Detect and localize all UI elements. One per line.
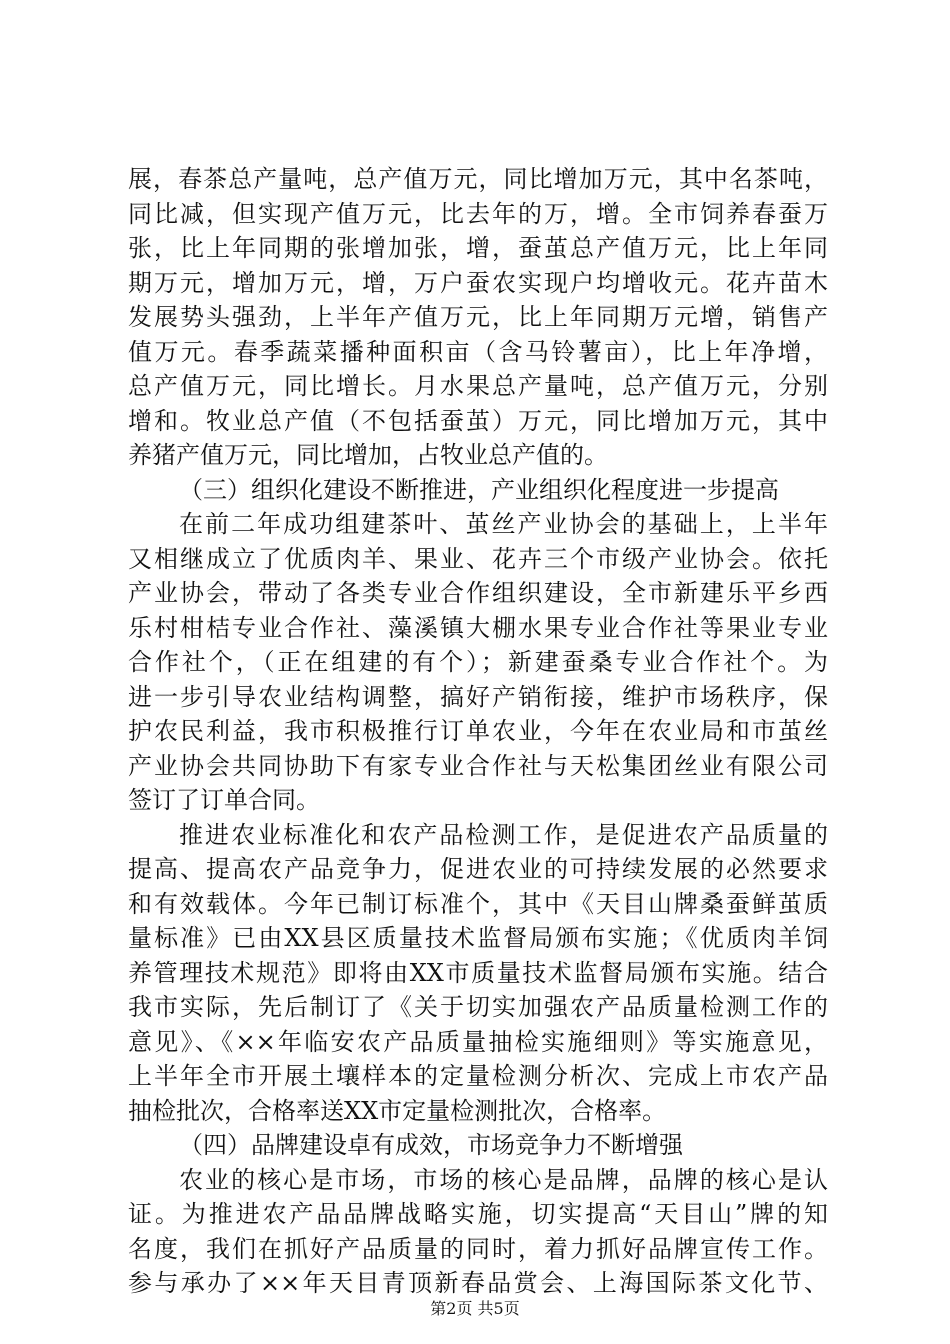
text-line: 值万元。春季蔬菜播种面积亩（含马铃薯亩），比上年净增， [128,337,828,366]
text-line: 在前二年成功组建茶叶、茧丝产业协会的基础上，上半年 [179,510,828,538]
text-line: 签订了订单合同。 [128,786,320,814]
text-line: 我市实际，先后制订了《关于切实加强农产品质量检测工作的 [128,993,828,1021]
text-line: 推进农业标准化和农产品检测工作，是促进农产品质量的 [179,820,828,849]
text-line: 同比减，但实现产值万元，比去年的万，增。全市饲养春蚕万 [128,199,828,228]
section-heading-4 [128,1128,828,1163]
section-heading-3 [128,473,828,508]
paragraph-output-stats [128,162,828,473]
text-line: 意见》、《××年临安农产品质量抽检实施细则》等实施意见， [128,1027,828,1056]
text-line: 产业协会，带动了各类专业合作组织建设，全市新建乐平乡西 [128,579,828,607]
text-line: 证。为推进农产品品牌战略实施，切实提高“天目山”牌的知 [128,1200,828,1228]
text-line: 增和。牧业总产值（不包括蚕茧）万元，同比增加万元，其中 [128,406,828,435]
text-line: 量标准》已由XX县区质量技术监督局颁布实施；《优质肉羊饲 [128,924,828,952]
text-line: 和有效载体。今年已制订标准个，其中《天目山牌桑蚕鲜茧质 [128,889,828,918]
page-footer [0,1296,950,1319]
text-line: 养猪产值万元，同比增加，占牧业总产值的。 [128,441,608,469]
text-line: 又相继成立了优质肉羊、果业、花卉三个市级产业协会。依托 [128,544,828,573]
paragraph-associations [128,507,828,818]
text-line: 发展势头强劲，上半年产值万元，比上年同期万元增，销售产 [128,303,828,331]
text-line: 产业协会共同协助下有家专业合作社与天松集团丝业有限公司 [128,751,828,780]
text-line: 农业的核心是市场，市场的核心是品牌，品牌的核心是认 [179,1165,828,1194]
text-line: 参与承办了××年天目青顶新春品赏会、上海国际茶文化节、 [128,1269,828,1297]
paragraph-standards [128,818,828,1129]
document-body [128,162,828,1301]
paragraph-brand [128,1163,828,1301]
text-line: 期万元，增加万元，增，万户蚕农实现户均增收元。花卉苗木 [128,268,828,297]
text-line: 展，春茶总产量吨，总产值万元，同比增加万元，其中名茶吨， [128,165,828,193]
text-line: 张，比上年同期的张增加张，增，蚕茧总产值万元，比上年同 [128,234,828,262]
text-line: 上半年全市开展土壤样本的定量检测分析次、完成上市农产品 [128,1062,828,1090]
text-line: 乐村柑桔专业合作社、藻溪镇大棚水果专业合作社等果业专业 [128,613,828,642]
text-line: 名度，我们在抓好产品质量的同时，着力抓好品牌宣传工作。 [128,1234,828,1263]
text-line: 护农民利益，我市积极推行订单农业，今年在农业局和市茧丝 [128,717,828,745]
heading-text: （三）组织化建设不断推进，产业组织化程度进一步提高 [179,475,779,504]
text-line: 抽检批次，合格率送XX市定量检测批次，合格率。 [128,1096,667,1125]
text-line: 进一步引导农业结构调整，搞好产销衔接，维护市场秩序，保 [128,682,828,711]
heading-text: （四）品牌建设卓有成效，市场竞争力不断增强 [179,1131,683,1159]
text-line: 总产值万元，同比增长。月水果总产量吨，总产值万元，分别 [128,372,828,400]
page-number: 第2页 共5页 [430,1299,520,1318]
text-line: 养管理技术规范》即将由XX市质量技术监督局颁布实施。结合 [128,958,828,987]
text-line: 合作社个，（正在组建的有个）；新建蚕桑专业合作社个。为 [128,648,828,676]
text-line: 提高、提高农产品竞争力，促进农业的可持续发展的必然要求 [128,855,828,883]
